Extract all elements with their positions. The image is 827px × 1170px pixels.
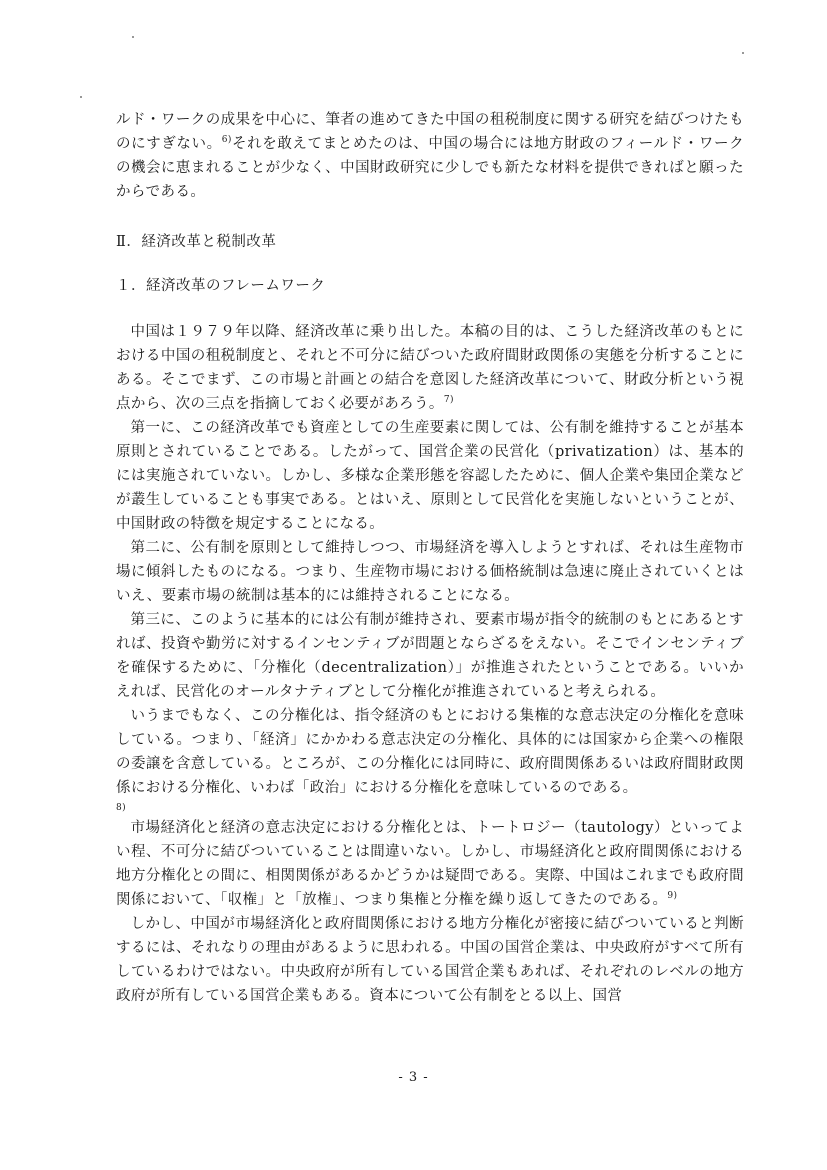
intro-text-a: ルド・ワークの成果を中心に、筆者の進めてきた中国の租税制度に関する研究を結びつけたものにすぎない。 — [116, 112, 744, 152]
footnote-ref-9: 9) — [667, 891, 678, 902]
section-heading: Ⅱ．経済改革と税制改革 — [116, 234, 277, 250]
paragraph-4: 第三に、このように基本的には公有制が維持され、要素市場が指令的統制のもとにあるとすれば、投資や勤労に対するインセンティブが問題とならざるをえない。そこでインセンティブを確保するために、「分権化（decentralization）」が推進されたということである。いいかえれば、民営化のオールタナティブとして分権化が推進されていると考えられる。 — [116, 612, 744, 700]
footnote-ref-8: 8) — [116, 803, 127, 813]
subsection-heading: １．経済改革のフレームワーク — [116, 278, 326, 294]
scan-speck — [80, 96, 82, 98]
paragraph-3: 第二に、公有制を原則として維持しつつ、市場経済を導入しようとすれば、それは生産物市場に傾斜したものになる。つまり、生産物市場における価格統制は急速に廃止されていくとはいえ、要素市場の統制は基本的には維持されることになる。 — [116, 540, 744, 604]
paragraph-1 — [116, 320, 744, 416]
paragraph-6-text: 市場経済化と経済の意志決定における分権化とは、トートロジー（tautology）といってよい程、不可分に結びついていることは間違いない。しかし、市場経済化と政府間関係における地方分権化との間に、相関関係があるかどうかは疑問である。実際、中国はこれまでも政府間関係において、「収権」と「放権」、つまり集権と分権を繰り返してきたのである。 — [116, 820, 744, 908]
footnote-ref-7: 7) — [443, 395, 454, 406]
body-text — [116, 320, 744, 1008]
paragraph-1-text: 中国は１９７９年以降、経済改革に乗り出した。本稿の目的は、こうした経済改革のもとにおける中国の租税制度と、それと不可分に結びついた政府間財政関係の実態を分析することにある。そこでまず、この市場と計画との結合を意図した経済改革について、財政分析という視点から、次の三点を指摘しておく必要があろう。 — [116, 324, 744, 412]
paragraph-5 — [116, 704, 744, 816]
paragraph-5-text: いうまでもなく、この分権化は、指令経済のもとにおける集権的な意志決定の分権化を意味している。つまり、「経済」にかかわる意志決定の分権化、具体的には国家から企業への権限の委譲を含意している。ところが、この分権化には同時に、政府間関係あるいは政府間財政関係における分権化、いわば「政治」における分権化を意味しているのである。 — [116, 708, 744, 796]
paragraph-7: しかし、中国が市場経済化と政府間関係における地方分権化が密接に結びついていると判断するには、それなりの理由があるように思われる。中国の国営企業は、中央政府がすべて所有しているわけではない。中央政府が所有している国営企業もあれば、それぞれのレベルの地方政府が所有している国営企業もある。資本について公有制をとる以上、国営 — [116, 916, 744, 1004]
scan-speck — [132, 36, 134, 38]
intro-text-b: それを敢えてまとめたのは、中国の場合には地方財政のフィールド・ワークの機会に恵まれることが少なく、中国財政研究に少しでも新たな材料を提供できればと願ったからである。 — [116, 136, 744, 200]
scan-speck — [742, 52, 744, 54]
paragraph-2: 第一に、この経済改革でも資産としての生産要素に関しては、公有制を維持することが基本原則とされていることである。したがって、国営企業の民営化（privatization）は、基本的には実施されていない。しかし、多様な企業形態を容認したために、個人企業や集団企業などが叢生していることも事実である。とはいえ、原則として民営化を実施しないということが、中国財政の特徴を規定することになる。 — [116, 420, 744, 532]
paragraph-6 — [116, 816, 744, 912]
page-number: - 3 - — [398, 1070, 429, 1085]
intro-continuation — [116, 108, 744, 204]
footnote-ref-6: 6) — [221, 135, 232, 146]
